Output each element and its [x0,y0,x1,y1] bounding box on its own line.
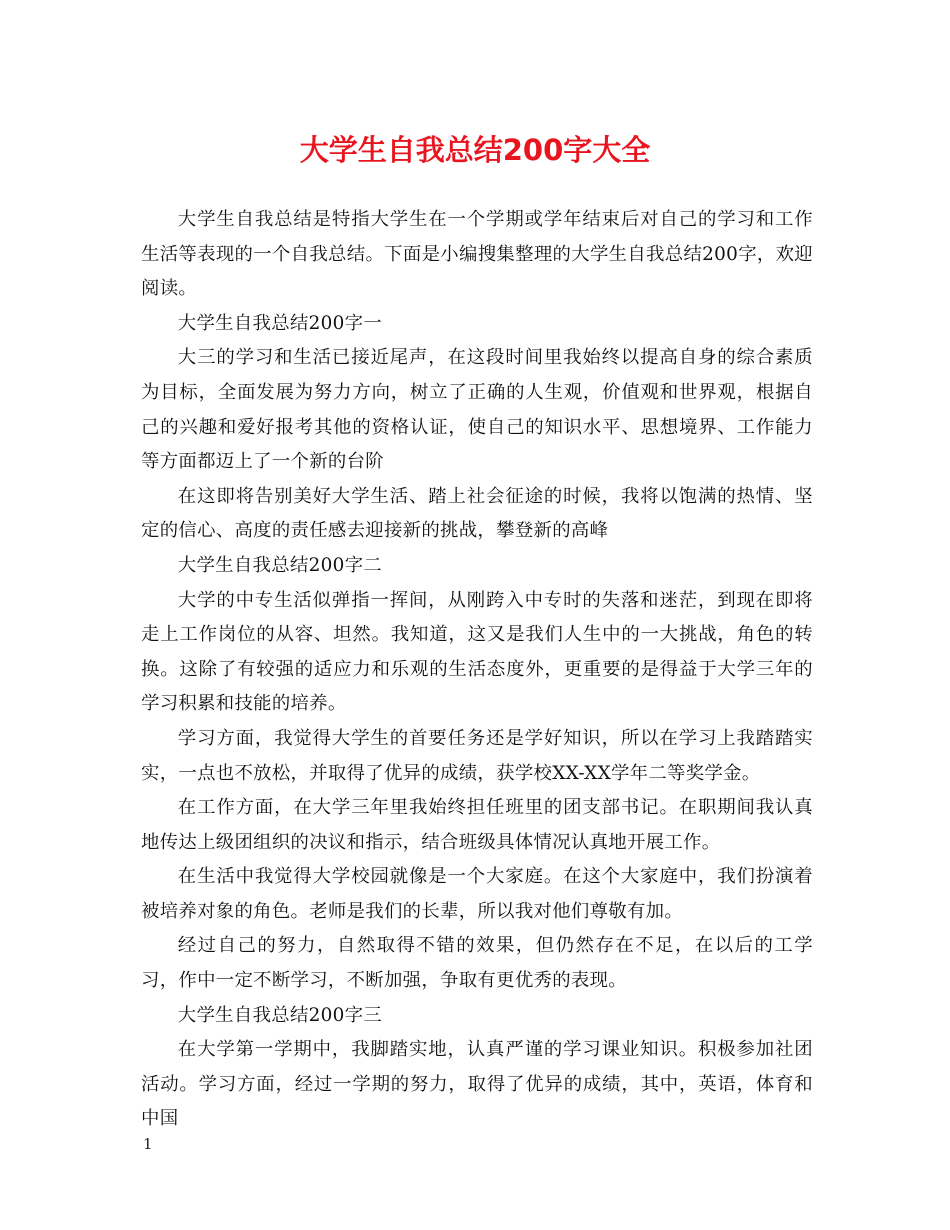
document-body [141,203,813,1137]
body-paragraph: 大学的中专生活似弹指一挥间，从刚跨入中专时的失落和迷茫，到现在即将走上工作岗位的从容、坦然。我知道，这又是我们人生中的一大挑战，角色的转换。这除了有较强的适应力和乐观的生活态度外，更重要的是得益于大学三年的学习积累和技能的培养。 [141,589,813,715]
body-paragraph: 经过自己的努力，自然取得不错的效果，但仍然存在不足，在以后的工学习，作中一定不断学习，不断加强，争取有更优秀的表现。 [141,935,813,992]
document-title: 大学生自我总结200字大全 [299,133,651,167]
body-paragraph: 大三的学习和生活已接近尾声，在这段时间里我始终以提高自身的综合素质为目标，全面发展为努力方向，树立了正确的人生观，价值观和世界观，根据自己的兴趣和爱好报考其他的资格认证，使自己的知识水平、思想境界、工作能力等方面都迈上了一个新的台阶 [141,347,813,473]
section-heading-1: 大学生自我总结200字一 [177,312,383,334]
section-heading-3: 大学生自我总结200字三 [177,1004,383,1026]
section-heading-2: 大学生自我总结200字二 [177,554,383,576]
body-paragraph: 在工作方面，在大学三年里我始终担任班里的团支部书记。在职期间我认真地传达上级团组织的决议和指示，结合班级具体情况认真地开展工作。 [141,797,813,853]
body-paragraph: 学习方面，我觉得大学生的首要任务还是学好知识，所以在学习上我踏踏实实，一点也不放松，并取得了优异的成绩，获学校XX-XX学年二等奖学金。 [141,727,813,784]
body-paragraph: 在生活中我觉得大学校园就像是一个大家庭。在这个大家庭中，我们扮演着被培养对象的角色。老师是我们的长辈，所以我对他们尊敬有加。 [141,866,813,922]
body-paragraph: 在这即将告别美好大学生活、踏上社会征途的时候，我将以饱满的热情、坚定的信心、高度的责任感去迎接新的挑战，攀登新的高峰 [141,485,813,542]
body-paragraph: 在大学第一学期中，我脚踏实地，认真严谨的学习课业知识。积极参加社团活动。学习方面，经过一学期的努力，取得了优异的成绩，其中，英语，体育和中国 [141,1039,813,1130]
intro-paragraph: 大学生自我总结是特指大学生在一个学期或学年结束后对自己的学习和工作生活等表现的一个自我总结。下面是小编搜集整理的大学生自我总结200字，欢迎阅读。 [141,209,813,300]
page-number: 1 [143,1135,153,1153]
